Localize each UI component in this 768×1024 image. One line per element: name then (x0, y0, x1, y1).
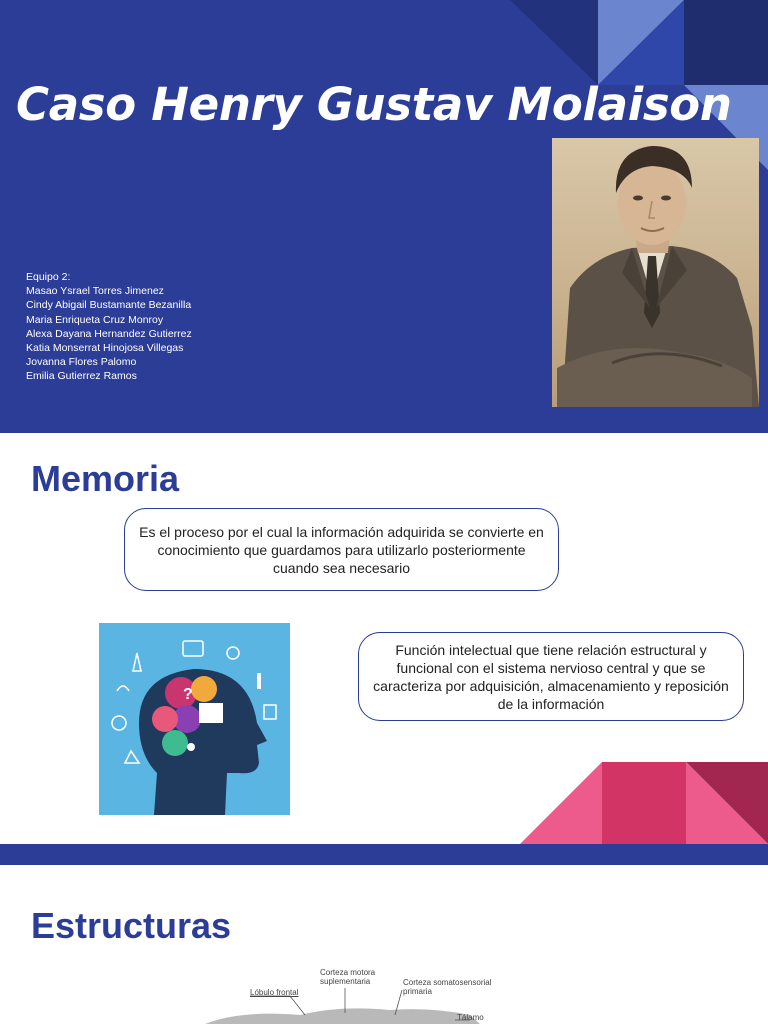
supplementary-motor-cortex-label: Corteza motora suplementaria (320, 968, 376, 986)
svg-text:?: ? (183, 686, 193, 703)
team-member: Jovanna Flores Palomo (26, 356, 137, 369)
decorative-pink-triangles (0, 433, 768, 845)
primary-somatosensory-cortex-label: Corteza somatosensorial primaria (403, 978, 492, 996)
portrait-photo (552, 138, 759, 407)
team-member: Cindy Abigail Bustamante Bezanilla (26, 299, 192, 312)
brain-diagram (0, 865, 768, 1024)
team-members-list (26, 270, 192, 384)
memoria-heading: Memoria (31, 458, 180, 499)
team-member: Katia Monserrat Hinojosa Villegas (26, 342, 184, 355)
estructuras-heading: Estructuras (31, 905, 232, 946)
team-member: Masao Ysrael Torres Jimenez (26, 285, 164, 298)
memory-slide (0, 433, 768, 845)
team-label: Equipo 2: (26, 271, 71, 283)
frontal-lobe-label: Lóbulo frontal (250, 988, 299, 997)
title-slide (0, 0, 768, 433)
team-member: Alexa Dayana Hernandez Gutierrez (26, 327, 192, 340)
thalamus-label: Tálamo (457, 1013, 484, 1022)
memory-definition-text: Es el proceso por el cual la información adquirida se convierte en conocimiento que guardamos para utilizarlo posteriormente cuando sea necesario (139, 523, 544, 576)
team-member: Emilia Gutierrez Ramos (26, 370, 137, 383)
team-member: Maria Enriqueta Cruz Monroy (26, 313, 164, 326)
structures-slide (0, 865, 768, 1024)
slide-separator-band (0, 845, 768, 865)
memory-function-text: Función intelectual que tiene relación estructural y funcional con el sistema nervioso central y que se caracteriza por adquisición, almacenamiento y reposición de la información (373, 641, 729, 712)
presentation-title: Caso Henry Gustav Molaison (16, 78, 732, 131)
